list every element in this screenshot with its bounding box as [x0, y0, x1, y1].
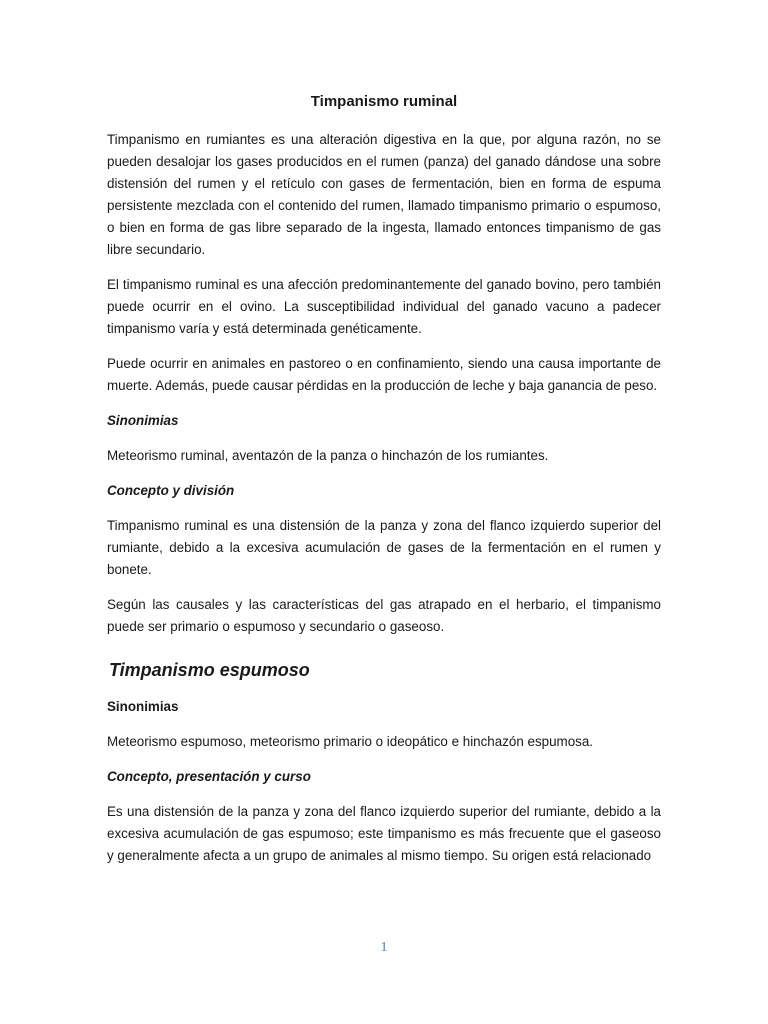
concepto-paragraph-1: Timpanismo ruminal es una distensión de la panza y zona del flanco izquierdo superior del rumiante, debido a la excesiva acumulación de gases de la fermentación en el rumen y bonete. [107, 518, 661, 577]
sinonimias-text: Meteorismo ruminal, aventazón de la panza o hinchazón de los rumiantes. [107, 448, 549, 463]
page-content [107, 92, 661, 880]
paragraph-definition: Timpanismo en rumiantes es una alteración digestiva en la que, por alguna razón, no se pueden desalojar los gases producidos en el rumen (panza) del ganado dándose una sobre distensión del rumen y el retículo con gases de fermentación, bien en forma de espuma persistente mezclada con el contenido del rumen, llamado timpanismo primario o espumoso, o bien en forma de gas libre separado de la ingesta, llamado entonces timpanismo de gas libre secundario. [107, 132, 661, 257]
section2-concepto-heading: Concepto, presentación y curso [107, 769, 311, 784]
paragraph-bovine: El timpanismo ruminal es una afección predominantemente del ganado bovino, pero también puede ocurrir en el ovino. La susceptibilidad individual del ganado vacuno a padecer timpanismo varía y está determinada genéticamente. [107, 277, 661, 336]
section2-sinonimias-heading: Sinonimias [107, 699, 179, 714]
paragraph-occurrence: Puede ocurrir en animales en pastoreo o en confinamiento, siendo una causa importante de muerte. Además, puede causar pérdidas en la producción de leche y baja ganancia de peso. [107, 356, 661, 393]
concepto-paragraph-2: Según las causales y las características del gas atrapado en el herbario, el timpanismo puede ser primario o espumoso y secundario o gaseoso. [107, 597, 661, 634]
section-heading-espumoso: Timpanismo espumoso [109, 660, 310, 680]
section2-concepto-text: Es una distensión de la panza y zona del flanco izquierdo superior del rumiante, debido a la excesiva acumulación de gas espumoso; este timpanismo es más frecuente que el gaseoso y generalmente afecta a un grupo de animales al mismo tiempo. Su origen está relacionado [107, 804, 661, 863]
section2-sinonimias-text: Meteorismo espumoso, meteorismo primario o ideopático e hinchazón espumosa. [107, 734, 594, 749]
concepto-heading: Concepto y división [107, 483, 235, 498]
document-title: Timpanismo ruminal [310, 93, 458, 110]
page-number: 1 [380, 940, 388, 955]
sinonimias-heading: Sinonimias [107, 413, 179, 428]
